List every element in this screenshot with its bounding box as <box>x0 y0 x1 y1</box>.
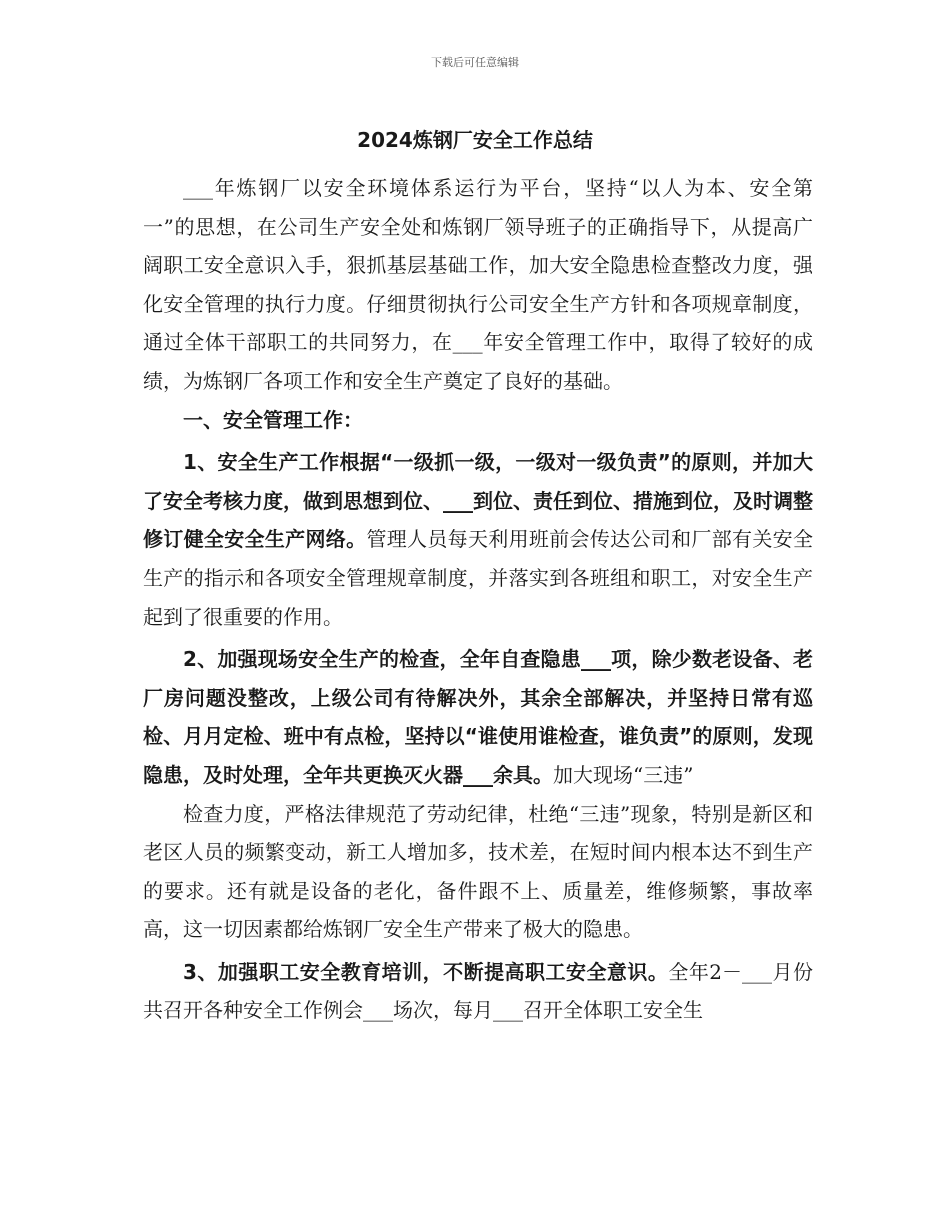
inspection-paragraph: 检查力度，严格法律规范了劳动纪律，杜绝“三违”现象，特别是新区和老区人员的频繁变动，新工人增加多，技术差，在短时间内根本达不到生产的要求。还有就是设备的老化，备件跟不上、质量差，维修频繁，事故率高，这一切因素都给炼钢厂安全生产带来了极大的隐患。 <box>143 801 813 942</box>
item-2-text: 加大现场“三违” <box>553 762 694 787</box>
document-title: 2024炼钢厂安全工作总结 <box>357 128 593 152</box>
item-3-text: 全年2－___月份共召开各种安全工作例会___场次，每月___召开全体职工安全生 <box>143 959 813 1023</box>
item-1-text: 管理人员每天利用班前会传达公司和厂部有关安全生产的指示和各项安全管理规章制度，并落实到各班组和职工，对安全生产起到了很重要的作用。 <box>143 527 813 629</box>
item-3-paragraph <box>143 953 813 1030</box>
item-2-bold-text: 2、加强现场安全生产的检查，全年自查隐患___项，除少数老设备、老厂房问题没整改，上级公司有待解决外，其余全部解决，并坚持日常有巡检、月月定检、班中有点检，坚持以“谁使用谁检查，谁负责”的原则，发现隐患，及时处理，全年共更换灭火器___余具。 <box>143 647 813 787</box>
item-1-paragraph <box>143 443 813 636</box>
item-1-bold-text: 1、安全生产工作根据“一级抓一级，一级对一级负责”的原则，并加大了安全考核力度，做到思想到位、___到位、责任到位、措施到位，及时调整修订健全安全生产网络。 <box>143 450 813 552</box>
document-body <box>143 169 813 1030</box>
header-note: 下载后可任意编辑 <box>431 56 519 69</box>
item-3-bold-text: 3、加强职工安全教育培训，不断提高职工安全意识。 <box>183 959 669 984</box>
section-heading-safety-management: 一、安全管理工作： <box>183 407 363 432</box>
intro-paragraph: ___年炼钢厂以安全环境体系运行为平台，坚持“以人为本、安全第一”的思想，在公司生产安全处和炼钢厂领导班子的正确指导下，从提高广阔职工安全意识入手，狠抓基层基础工作，加大安全隐患检查整改力度，强化安全管理的执行力度。仔细贯彻执行公司安全生产方针和各项规章制度，通过全体干部职工的共同努力，在___年安全管理工作中，取得了较好的成绩，为炼钢厂各项工作和安全生产奠定了良好的基础。 <box>143 176 813 393</box>
item-2-paragraph <box>143 640 813 794</box>
